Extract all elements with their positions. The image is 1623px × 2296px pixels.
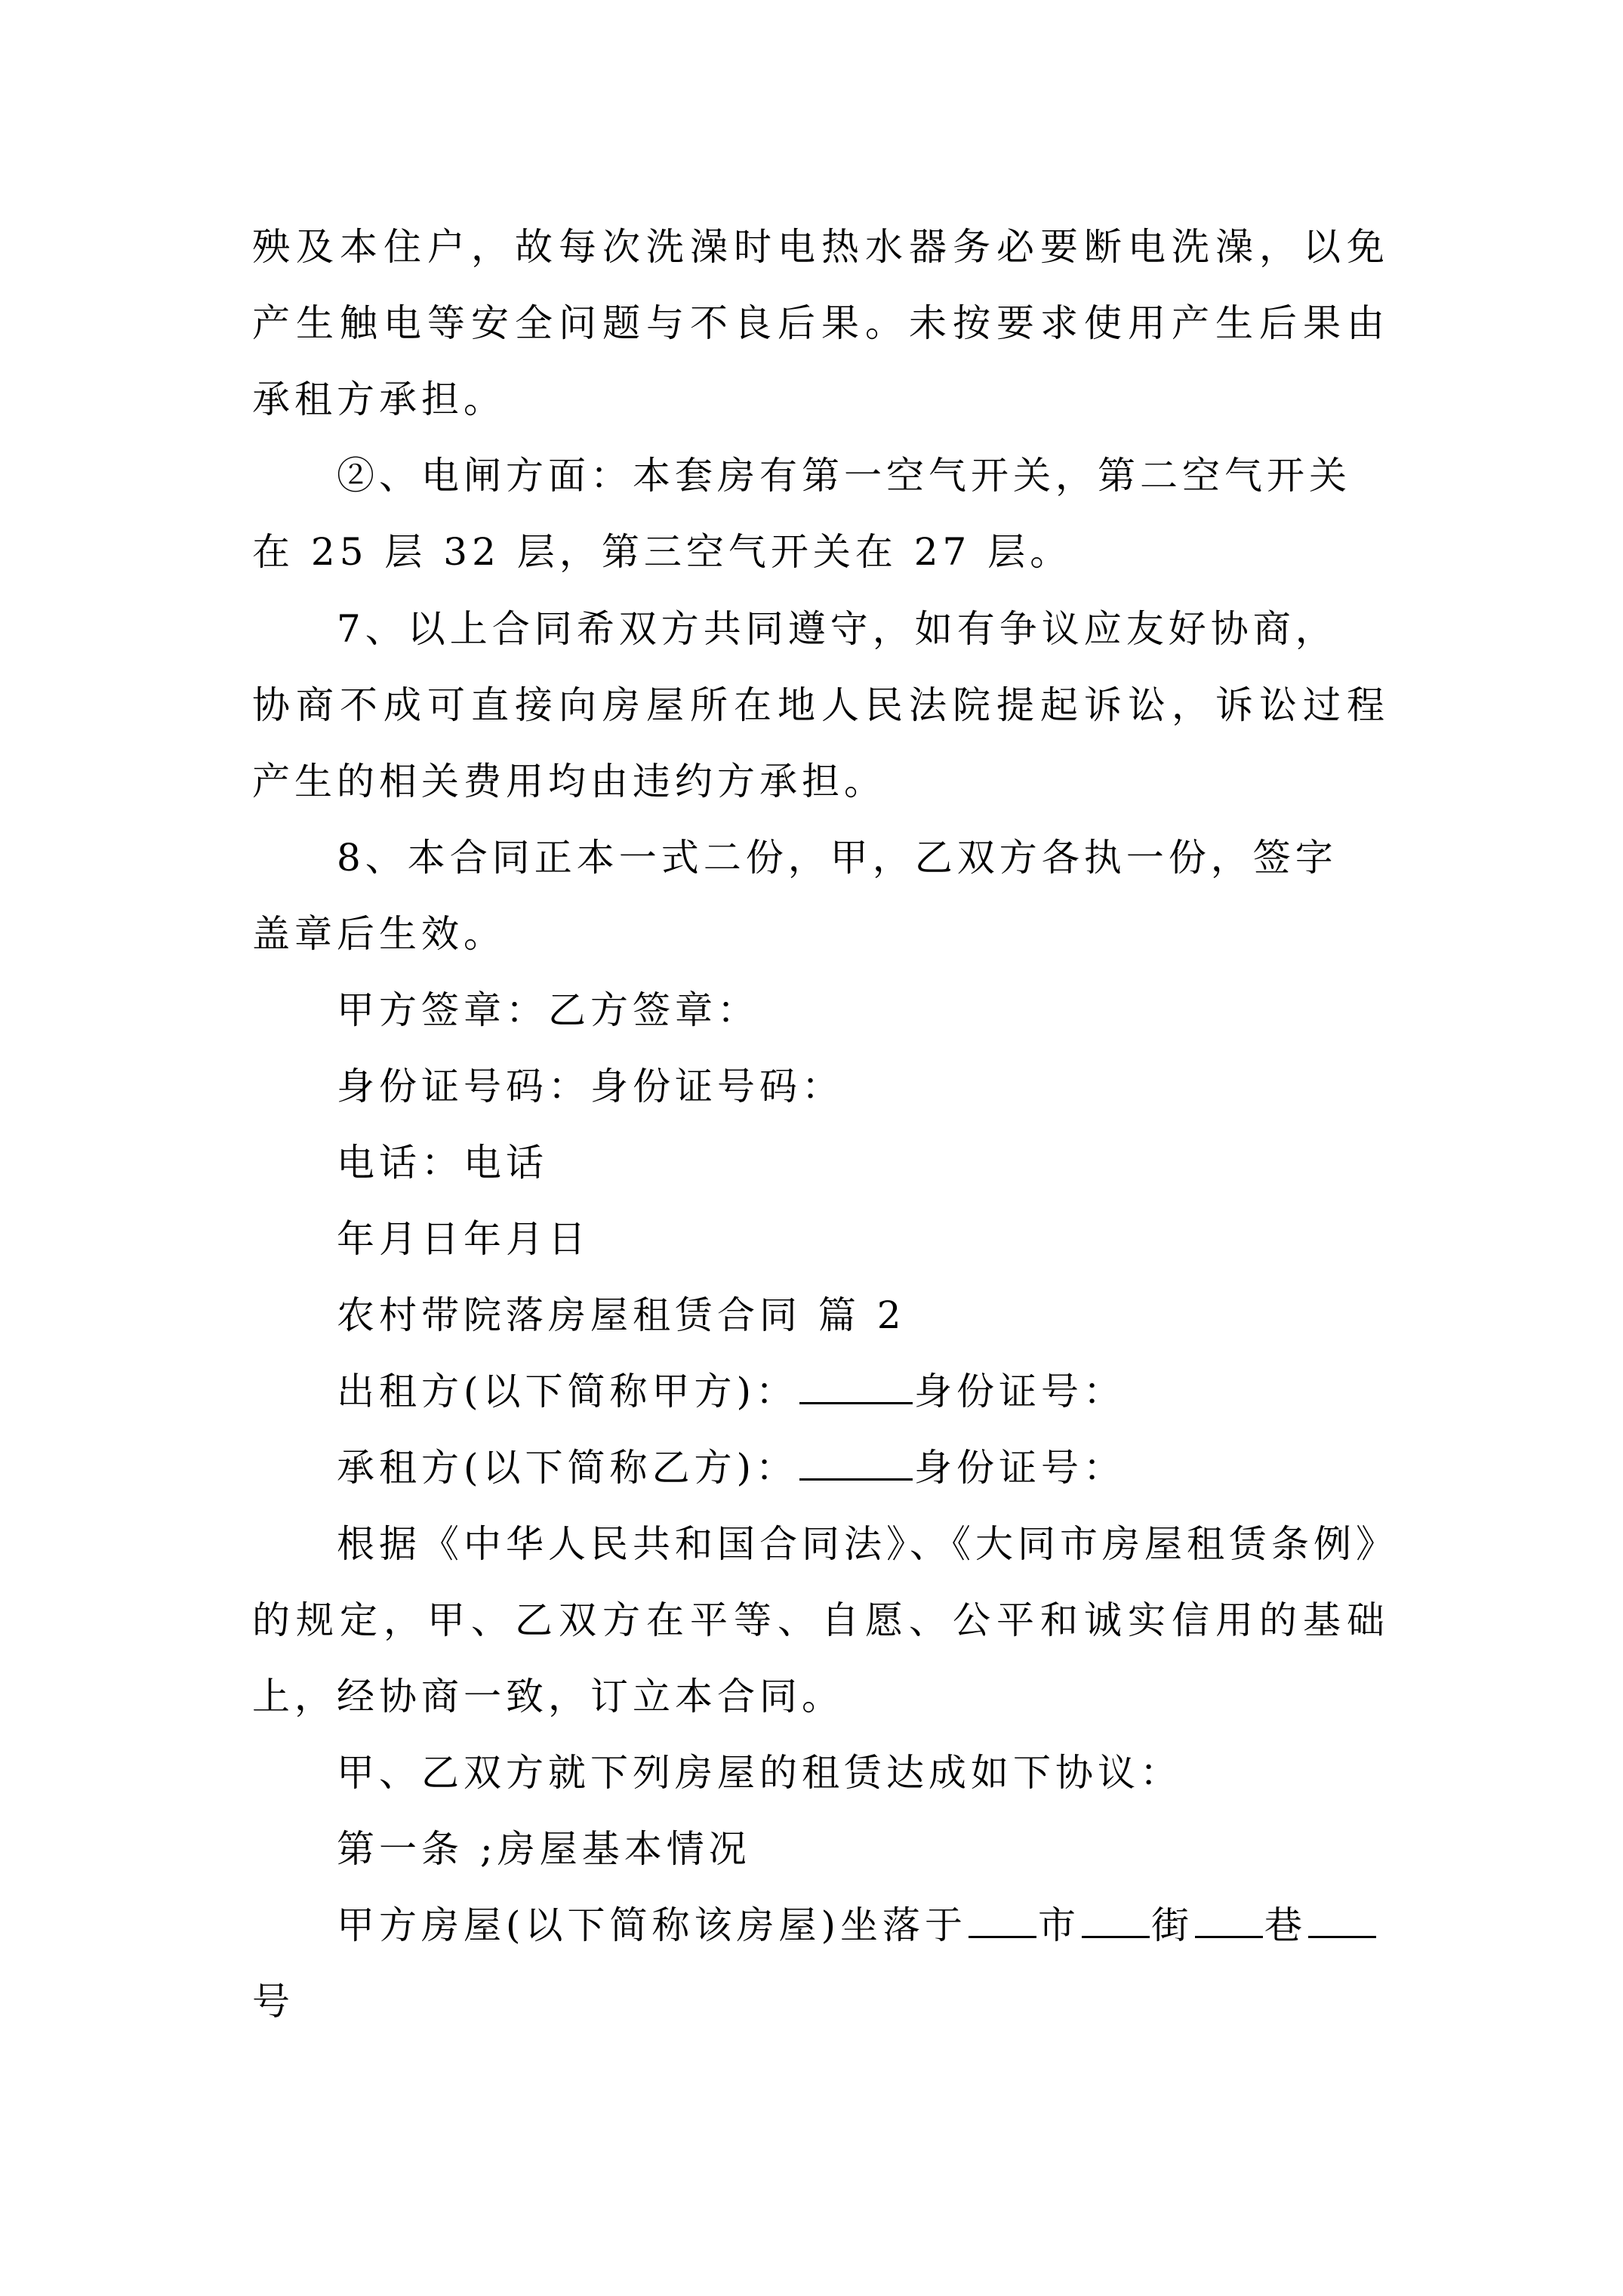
paragraph-line: 8、本合同正本一式二份，甲，乙双方各执一份，签字 — [337, 836, 1338, 880]
signature-line: 甲方签章：乙方签章： — [337, 988, 759, 1032]
lessor-line — [337, 1369, 1126, 1414]
lessor-label: 出租方(以下简称甲方)： — [337, 1370, 799, 1413]
section-title: 农村带院落房屋租赁合同 篇 2 — [337, 1293, 906, 1337]
paragraph-line: 号 — [252, 1980, 294, 2023]
lessee-label: 承租方(以下简称乙方)： — [337, 1446, 799, 1490]
blank-field — [1195, 1903, 1263, 1938]
article-heading: 第一条 ;房屋基本情况 — [337, 1827, 751, 1871]
paragraph-line: 殃及本住户，故每次洗澡时电热水器务必要断电洗澡，以免 — [252, 225, 1384, 269]
phone-line: 电话：电话 — [337, 1141, 548, 1185]
lessee-line — [337, 1445, 1126, 1490]
paragraph-line: ②、电闸方面：本套房有第一空气开关，第二空气开关 — [337, 454, 1351, 498]
paragraph-line: 甲、乙双方就下列房屋的租赁达成如下协议： — [337, 1751, 1182, 1795]
location-lane: 巷 — [1264, 1903, 1307, 1947]
paragraph-line: 协商不成可直接向房屋所在地人民法院提起诉讼，诉讼过程 — [252, 683, 1384, 727]
paragraph-line: 上，经协商一致，订立本合同。 — [252, 1675, 844, 1718]
blank-field — [969, 1903, 1036, 1938]
paragraph-line: 7、以上合同希双方共同遵守，如有争议应友好协商， — [337, 607, 1338, 651]
paragraph-line: 的规定，甲、乙双方在平等、自愿、公平和诚实信用的基础 — [252, 1598, 1384, 1642]
location-prefix: 甲方房屋(以下简称该房屋)坐落于 — [337, 1903, 968, 1947]
blank-field — [1082, 1903, 1150, 1938]
location-line — [337, 1903, 1378, 1948]
location-street: 街 — [1151, 1903, 1194, 1947]
location-city: 市 — [1038, 1903, 1081, 1947]
lessee-id-label: 身份证号： — [914, 1446, 1126, 1490]
paragraph-line: 在 25 层 32 层，第三空气开关在 27 层。 — [252, 530, 1073, 574]
blank-field — [799, 1445, 913, 1481]
lessor-id-label: 身份证号： — [914, 1370, 1126, 1413]
paragraph-line: 产生触电等安全问题与不良后果。未按要求使用产生后果由 — [252, 301, 1384, 345]
blank-field — [799, 1369, 913, 1404]
paragraph-line: 产生的相关费用均由违约方承担。 — [252, 760, 886, 803]
id-number-line: 身份证号码：身份证号码： — [337, 1065, 844, 1108]
blank-field — [1308, 1903, 1376, 1938]
date-line: 年月日年月日 — [337, 1217, 590, 1261]
paragraph-line: 根据《中华人民共和国合同法》、《大同市房屋租赁条例》 — [337, 1522, 1398, 1566]
paragraph-line: 盖章后生效。 — [252, 912, 506, 956]
paragraph-line: 承租方承担。 — [252, 378, 506, 421]
